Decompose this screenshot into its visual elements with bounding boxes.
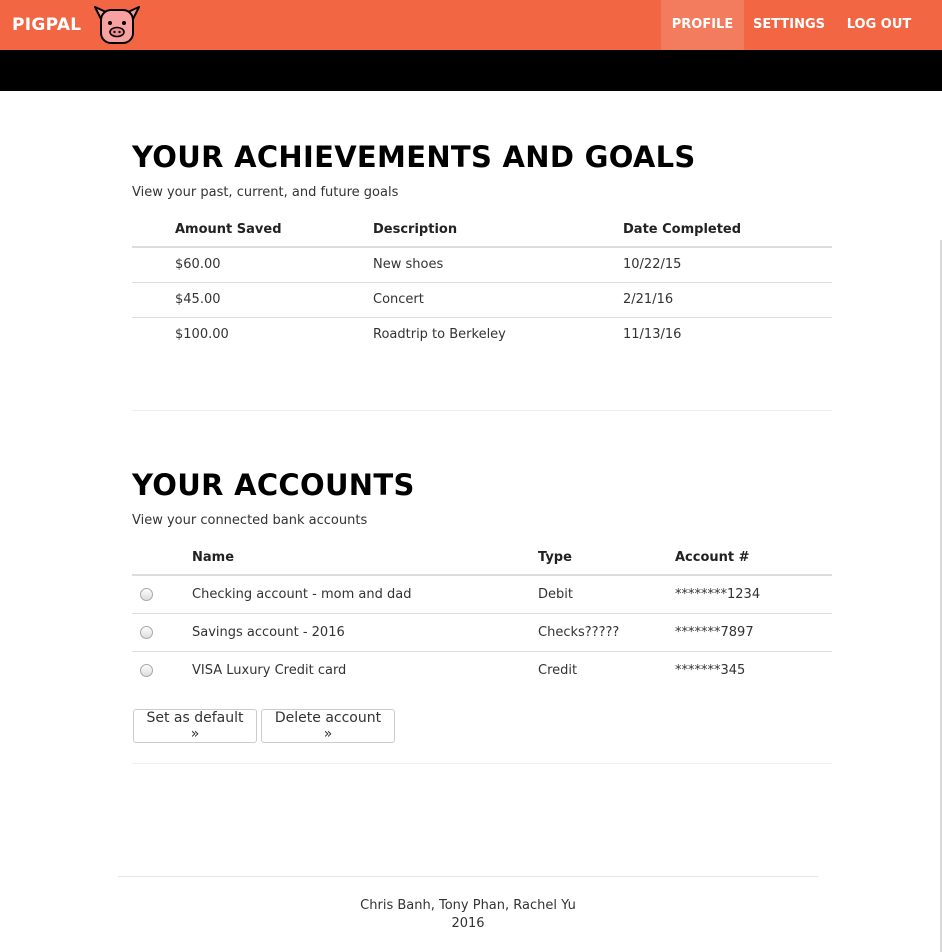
footer-divider xyxy=(118,876,818,877)
table-row xyxy=(132,613,832,651)
table-row xyxy=(132,651,832,689)
table-row xyxy=(132,247,832,282)
column-header: Account # xyxy=(675,540,832,575)
goal-date: 2/21/16 xyxy=(623,282,832,317)
column-header: Description xyxy=(373,212,623,247)
account-name: Savings account - 2016 xyxy=(192,613,538,651)
column-header: Name xyxy=(192,540,538,575)
accounts-title: YOUR ACCOUNTS xyxy=(132,468,415,502)
footer-year: 2016 xyxy=(451,916,485,931)
table-row xyxy=(132,282,832,317)
account-name: VISA Luxury Credit card xyxy=(192,651,538,689)
goal-date: 11/13/16 xyxy=(623,317,832,352)
section-divider xyxy=(132,763,832,764)
table-row xyxy=(132,317,832,352)
table-row xyxy=(132,575,832,613)
account-number: *******7897 xyxy=(675,613,832,651)
goal-amount: $100.00 xyxy=(132,317,373,352)
nav-settings[interactable]: SETTINGS xyxy=(752,17,826,32)
footer-authors: Chris Banh, Tony Phan, Rachel Yu xyxy=(360,898,576,913)
goal-amount: $45.00 xyxy=(132,282,373,317)
goal-amount: $60.00 xyxy=(175,257,221,273)
goal-description: Concert xyxy=(373,282,623,317)
delete-account-button[interactable]: Delete account » xyxy=(261,709,395,743)
account-name: Checking account - mom and dad xyxy=(192,586,412,602)
brand-name[interactable]: PIGPAL xyxy=(12,15,82,35)
goals-table xyxy=(132,212,832,352)
section-divider xyxy=(132,410,832,411)
goals-subtitle: View your past, current, and future goals xyxy=(132,185,399,200)
column-header-select xyxy=(132,540,192,575)
goal-date: 10/22/15 xyxy=(623,257,682,273)
account-type: Checks????? xyxy=(538,613,675,651)
goal-description: New shoes xyxy=(373,257,444,273)
account-type: Credit xyxy=(538,651,675,689)
nav-log-out[interactable]: LOG OUT xyxy=(846,17,912,32)
goals-header-row xyxy=(132,212,832,247)
header-band xyxy=(0,50,942,91)
account-number: ********1234 xyxy=(675,586,761,602)
column-header: Type xyxy=(538,540,675,575)
accounts-header-row xyxy=(132,540,832,575)
account-number: *******345 xyxy=(675,651,832,689)
set-default-button[interactable]: Set as default » xyxy=(133,709,257,743)
top-navbar xyxy=(0,0,942,50)
goals-title: YOUR ACHIEVEMENTS AND GOALS xyxy=(132,140,696,174)
column-header: Amount Saved xyxy=(132,212,373,247)
goal-description: Roadtrip to Berkeley xyxy=(373,317,623,352)
account-radio[interactable] xyxy=(140,588,153,601)
pig-face-icon[interactable] xyxy=(90,3,144,45)
account-radio[interactable] xyxy=(140,626,153,639)
accounts-table xyxy=(132,540,832,689)
column-header: Date Completed xyxy=(623,212,832,247)
account-radio[interactable] xyxy=(140,664,153,677)
account-type: Debit xyxy=(538,586,573,602)
nav-profile[interactable]: PROFILE xyxy=(661,0,744,50)
accounts-subtitle: View your connected bank accounts xyxy=(132,513,368,528)
